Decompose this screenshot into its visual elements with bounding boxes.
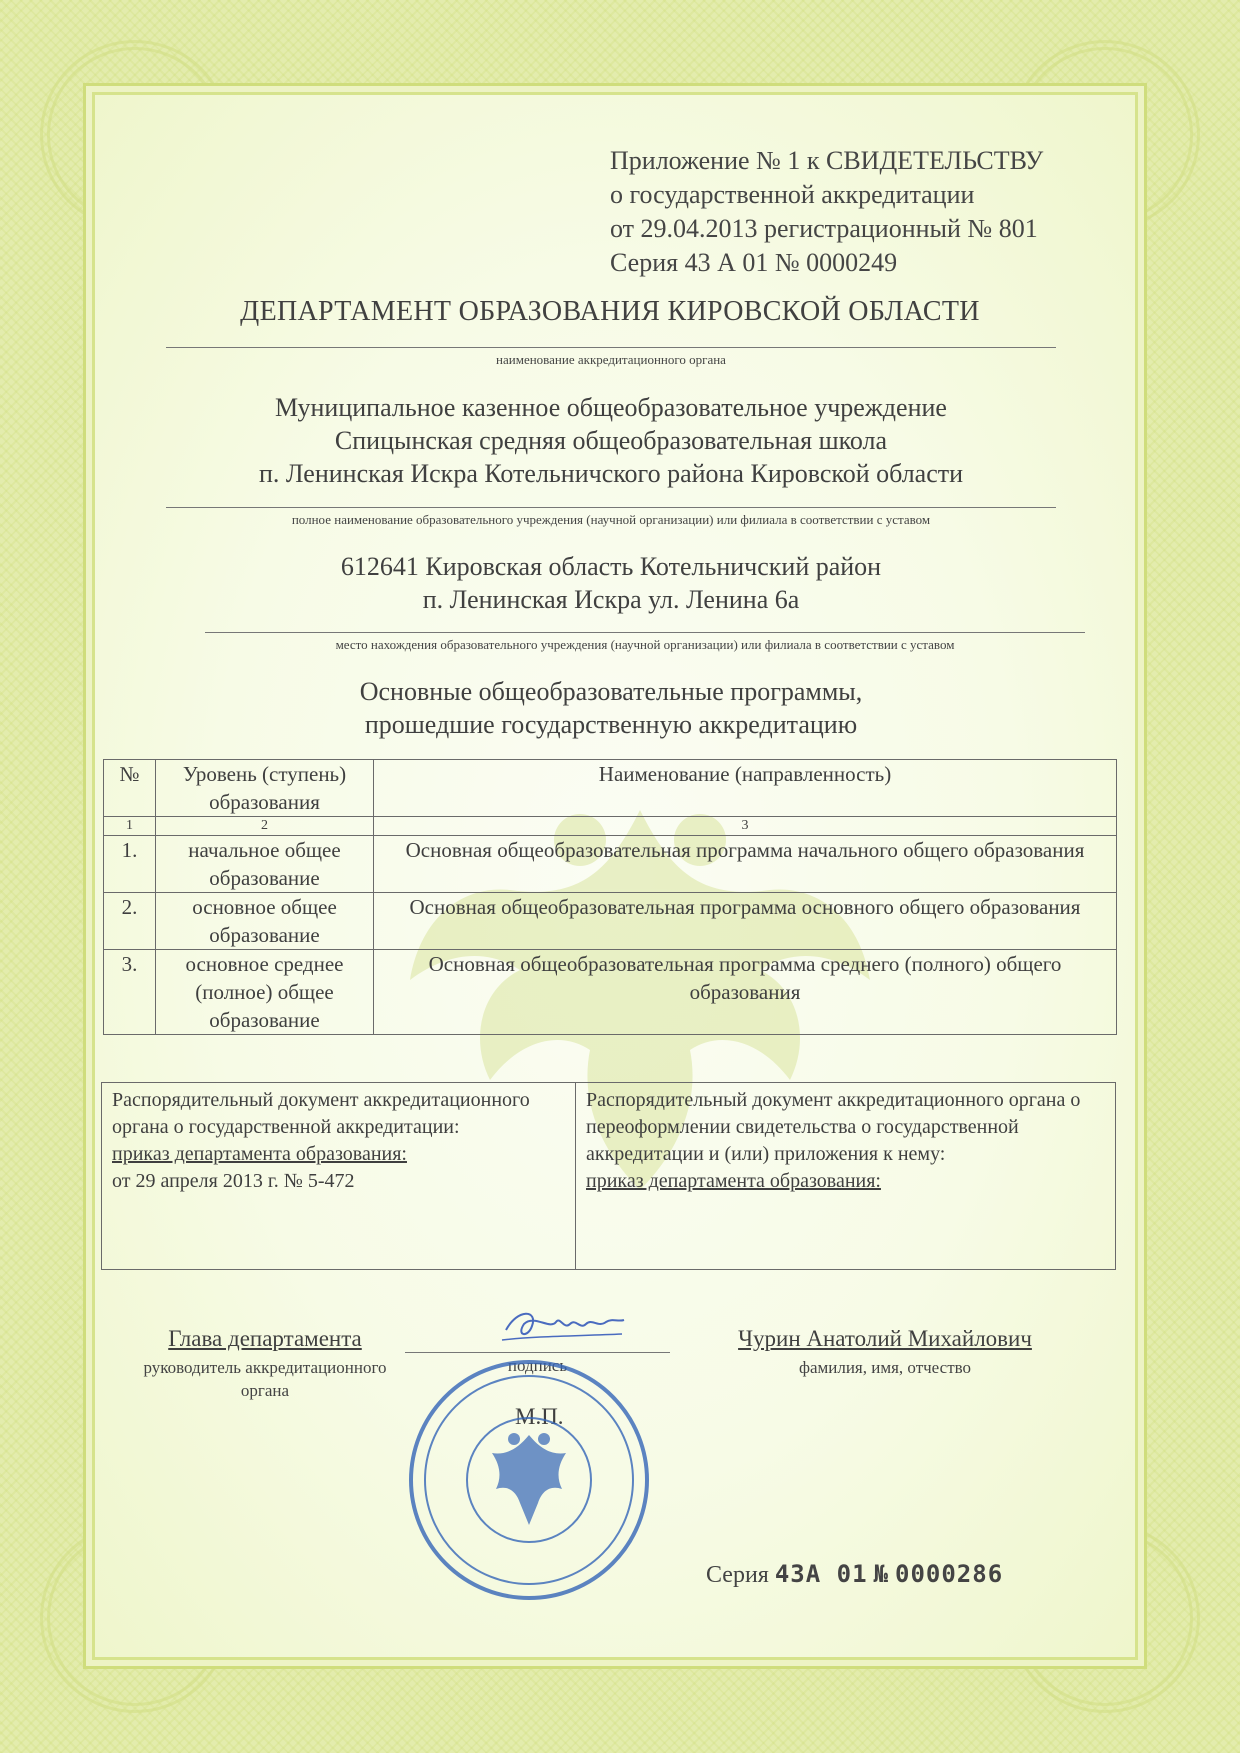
row-level: основное среднее (полное) общее образование: [156, 950, 374, 1035]
header-line: о государственной аккредитации: [610, 180, 975, 209]
col-number: 2: [156, 817, 374, 836]
accreditation-order-box: [102, 1083, 576, 1269]
programs-title-line: прошедшие государственную аккредитацию: [364, 710, 858, 739]
programs-title: [166, 675, 1056, 741]
reissue-order-type: приказ департамента образования:: [586, 1170, 881, 1192]
row-level: основное общее образование: [156, 893, 374, 950]
institution-line: п. Ленинская Искра Котельничского района Кировской области: [258, 459, 964, 488]
row-num: 2.: [104, 893, 156, 950]
address-line: п. Ленинская Искра ул. Ленина 6а: [422, 585, 800, 614]
signer-name-caption: фамилия, имя, отчество: [798, 1358, 972, 1377]
signer-position: Глава департамента: [168, 1326, 362, 1351]
header-cell-num: №: [104, 760, 156, 817]
seal-place-label: М.П.: [515, 1404, 564, 1429]
official-stamp-icon: [404, 1355, 654, 1605]
col-number: 1: [104, 817, 156, 836]
header-cell-name: Наименование (направленность): [374, 760, 1117, 817]
row-level: начальное общее образование: [156, 836, 374, 893]
address-line: 612641 Кировская область Котельничский район: [340, 552, 882, 581]
handwritten-signature-icon: [498, 1300, 628, 1350]
table-row: [104, 836, 1117, 893]
table-header-row: [104, 760, 1117, 817]
order-documents: [101, 1082, 1116, 1270]
divider: [205, 632, 1085, 633]
reissue-order-box: [576, 1083, 1115, 1269]
table-row: [104, 893, 1117, 950]
divider: [166, 347, 1056, 348]
row-program: Основная общеобразовательная программа начального общего образования: [374, 836, 1117, 893]
accreditation-order-date: от 29 апреля 2013 г. № 5-472: [112, 1170, 355, 1192]
serial-no-sign: №: [873, 1560, 889, 1588]
address-caption: место нахождения образовательного учреждения (научной организации) или филиала в соответствии с уставом: [335, 637, 955, 652]
serial-series: 43А 01: [774, 1560, 868, 1588]
signature-line: [405, 1352, 670, 1353]
divider: [166, 507, 1056, 508]
signer-position-caption: руководитель аккредитационного органа: [143, 1358, 387, 1400]
serial-number: 0000286: [895, 1560, 1004, 1588]
row-program: Основная общеобразовательная программа среднего (полного) общего образования: [374, 950, 1117, 1035]
row-num: 1.: [104, 836, 156, 893]
column-number-row: [104, 817, 1117, 836]
col-number: 3: [374, 817, 1117, 836]
header-cell-level: Уровень (ступень) образования: [156, 760, 374, 817]
signer-name: Чурин Анатолий Михайлович: [738, 1326, 1032, 1351]
signature-caption: подпись: [507, 1356, 568, 1375]
row-num: 3.: [104, 950, 156, 1035]
serial-label: Серия: [706, 1562, 769, 1588]
address: [166, 550, 1056, 616]
programs-table: [103, 759, 1117, 1035]
institution-line: Муниципальное казенное общеобразовательное учреждение: [275, 393, 947, 422]
accreditation-order-type: приказ департамента образования:: [112, 1143, 407, 1165]
table-row: [104, 950, 1117, 1035]
blank-serial-number: [706, 1560, 1003, 1589]
institution-line: Спицынская средняя общеобразовательная школа: [334, 426, 888, 455]
institution-name: [166, 391, 1056, 490]
row-program: Основная общеобразовательная программа основного общего образования: [374, 893, 1117, 950]
appendix-header: [610, 144, 1043, 280]
header-line: от 29.04.2013 регистрационный № 801: [610, 214, 1038, 243]
programs-title-line: Основные общеобразовательные программы,: [359, 677, 863, 706]
header-line: Приложение № 1 к СВИДЕТЕЛЬСТВУ: [610, 146, 1044, 175]
header-line: Серия 43 А 01 № 0000249: [610, 248, 898, 277]
accrediting-body-name: ДЕПАРТАМЕНТ ОБРАЗОВАНИЯ КИРОВСКОЙ ОБЛАСТИ: [240, 296, 980, 327]
accreditation-order-text: Распорядительный документ аккредитационного органа о государственной аккредитации:: [112, 1089, 530, 1138]
reissue-order-text: Распорядительный документ аккредитационного органа о переоформлении свидетельства о государственной аккредитации и (или) приложения к нему:: [586, 1089, 1081, 1165]
accrediting-body-caption: наименование аккредитационного органа: [496, 352, 726, 367]
institution-caption: полное наименование образовательного учреждения (научной организации) или филиала в соответствии с уставом: [291, 512, 931, 527]
